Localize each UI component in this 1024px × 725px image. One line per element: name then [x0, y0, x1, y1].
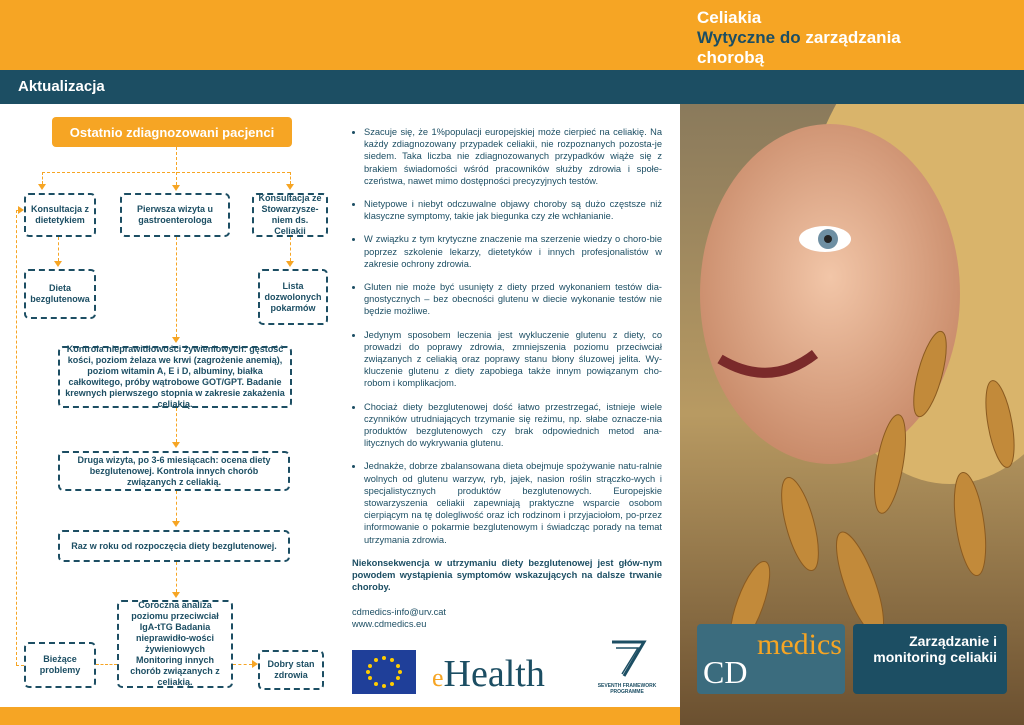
connector	[176, 562, 177, 592]
email-link[interactable]: cdmedics-info@urv.cat	[352, 606, 446, 617]
section-bar	[0, 70, 680, 104]
flow-association: Konsultacja ze Stowarzysze-niem ds. Celiakii	[252, 193, 328, 237]
ehealth-logo: eHealth	[432, 653, 545, 695]
arrow-icon	[286, 184, 294, 190]
health-text: Health	[443, 653, 545, 695]
page-title	[697, 8, 901, 68]
flow-good-health: Dobry stan zdrowia	[258, 650, 324, 690]
flow-head: Ostatnio zdiagnozowani pacjenci	[52, 117, 292, 147]
arrow-icon	[172, 521, 180, 527]
eu-flag-icon	[352, 650, 416, 694]
fp7-line2: PROGRAMME	[610, 689, 644, 695]
bullet-item: • Nietypowe i niebyt odczuwalne objawy choroby są dużo częstsze niż klasyczne symptomy, takie jak biegunka czy złe wchłanianie.	[364, 198, 662, 222]
section-bar-right	[680, 70, 1024, 104]
connector	[16, 665, 24, 666]
arrow-icon	[286, 261, 294, 267]
fp7-logo	[594, 640, 660, 696]
conclusion: Niekonsekwencja w utrzymaniu diety bezglutenowej jest głów-nym powodem wystąpienia symptomów wskazujących na dalsze trwanie choroby.	[352, 557, 662, 593]
flow-annual-analysis: Coroczna analiza poziomu przeciwciał IgA-tTG Badania nieprawidło-wości żywieniowych Monitoring innych chorób związanych z celiakią.	[117, 600, 233, 688]
bullet-item: • Chociaż diety bezglutenowej dość łatwo przestrzegać, istnieje wiele czynników utrudniających trzymanie się reżimu, np. słabe oznacze-nia produktów bezglutenowych czy brak odpowiednich metod ana-litycznych do wykrywania glutenu.	[364, 401, 662, 450]
connector	[16, 210, 17, 665]
flow-second-visit: Druga wizyta, po 3-6 miesiącach: ocena diety bezglutenowej. Kontrola innych chorób związanych z celiakią.	[58, 451, 290, 491]
bullet-item: • Gluten nie może być usunięty z diety przed wykonaniem testów dia-gnostycznych – bez obecności glutenu w diecie wykonanie testów nie będzie możliwe.	[364, 281, 662, 318]
bullet-item: • Szacuje się, że 1%populacji europejskiej może cierpieć na celiakię. Na każdy zdiagnozowany przypadek celiakii, nie rozpoznanych pozosta-je siedem. Taka liczba nie zdiagnozowanych przypadków wiąże się z brakiem świadomości wśród pracowników służby zdrowia i społe-czeństwa, nawet mimo dostępności precyzyjnych testów.	[364, 126, 662, 187]
arrow-icon	[38, 184, 46, 190]
flow-allowed-foods: Lista dozwolonych pokarmów	[258, 269, 328, 325]
flow-yearly: Raz w roku od rozpoczęcia diety bezglutenowej.	[58, 530, 290, 562]
section-title: Aktualizacja	[18, 78, 105, 95]
contact	[352, 606, 662, 630]
flow-current-problems: Bieżące problemy	[24, 642, 96, 688]
title-line-3: chorobą	[697, 48, 765, 67]
connector	[58, 237, 59, 261]
fp7-line1: SEVENTH FRAMEWORK	[597, 683, 657, 689]
title-line-2b: zarządzania	[800, 28, 901, 47]
flow-first-visit: Pierwsza wizyta u gastroenterologa	[120, 193, 230, 237]
arrow-icon	[172, 442, 180, 448]
arrow-icon	[172, 337, 180, 343]
bullet-list	[352, 126, 662, 546]
connector	[96, 664, 117, 665]
flow-dietitian: Konsultacja z dietetykiem	[24, 193, 96, 237]
bullet-item: • Jedynym sposobem leczenia jest wykluczenie glutenu z diety, co prowadzi do poprawy zdrowia, zmniejszenia poziomu przeciwciał związanych z celiakią oraz poprawy stanu błony śluzowej jelita. Wy-kluczenie glutenu z diety zapobiega także innym powiązanym cho-robom i komplikacjom.	[364, 329, 662, 390]
bullet-item: • Jednakże, dobrze zbalansowana dieta obejmuje spożywanie natu-ralnie wolnych od glutenu warzyw, ryb, jajek, nasion roślin strączko-wych i specjalistycznych produktów bezglutenowych. Europejskie stowarzyszenia celiakii zapewniają praktyczne wsparcie osobom cierpiącym na tę dolegliwość oraz ich rodzinom i przyjaciołom, po-przez informowanie o pokarmie bezglutenowym i świadcząc porady na temat utrzymania zdrowia.	[364, 460, 662, 545]
connector	[176, 237, 177, 337]
title-line-1: Celiakia	[697, 8, 762, 27]
website-link[interactable]: www.cdmedics.eu	[352, 618, 427, 629]
body-text	[352, 126, 662, 630]
flow-control: Kontrola nieprawidłowości żywieniowych: gęstość kości, poziom żelaza we krwi (zagrożenie anemią), poziom witamin A, E i D, albuminy, białka całkowitego, próby wątrobowe GOT/GPT. Badanie krewnych pierwszego stopnia w zakresie zakażenia celiakią.	[58, 346, 292, 408]
arrow-icon	[18, 206, 24, 214]
bullet-item: • W związku z tym krytyczne znaczenie ma szerzenie wiedzy o choro-bie poprzez szkolenie lekarzy, dietetyków i innych profesjonalistów w zakresie ochrony zdrowia.	[364, 233, 662, 270]
footer-bar	[0, 707, 680, 725]
brand-title-box: Zarządzanie i monitoring celiakii	[853, 624, 1007, 694]
cdmedics-logo	[697, 624, 845, 694]
connector	[290, 172, 291, 184]
connector	[176, 408, 177, 442]
connector	[176, 147, 177, 185]
connector	[42, 172, 290, 173]
arrow-icon	[54, 261, 62, 267]
title-line-2a: Wytyczne do	[697, 28, 801, 47]
connector	[176, 491, 177, 521]
connector	[42, 172, 43, 184]
connector	[290, 237, 291, 261]
flow-gluten-free-diet: Dieta bezglutenowa	[24, 269, 96, 319]
connector	[233, 664, 252, 665]
logo-cd-text: CD	[703, 654, 748, 690]
logo-medics-text: medics	[757, 628, 842, 661]
arrow-icon	[172, 185, 180, 191]
arrow-icon	[172, 592, 180, 598]
